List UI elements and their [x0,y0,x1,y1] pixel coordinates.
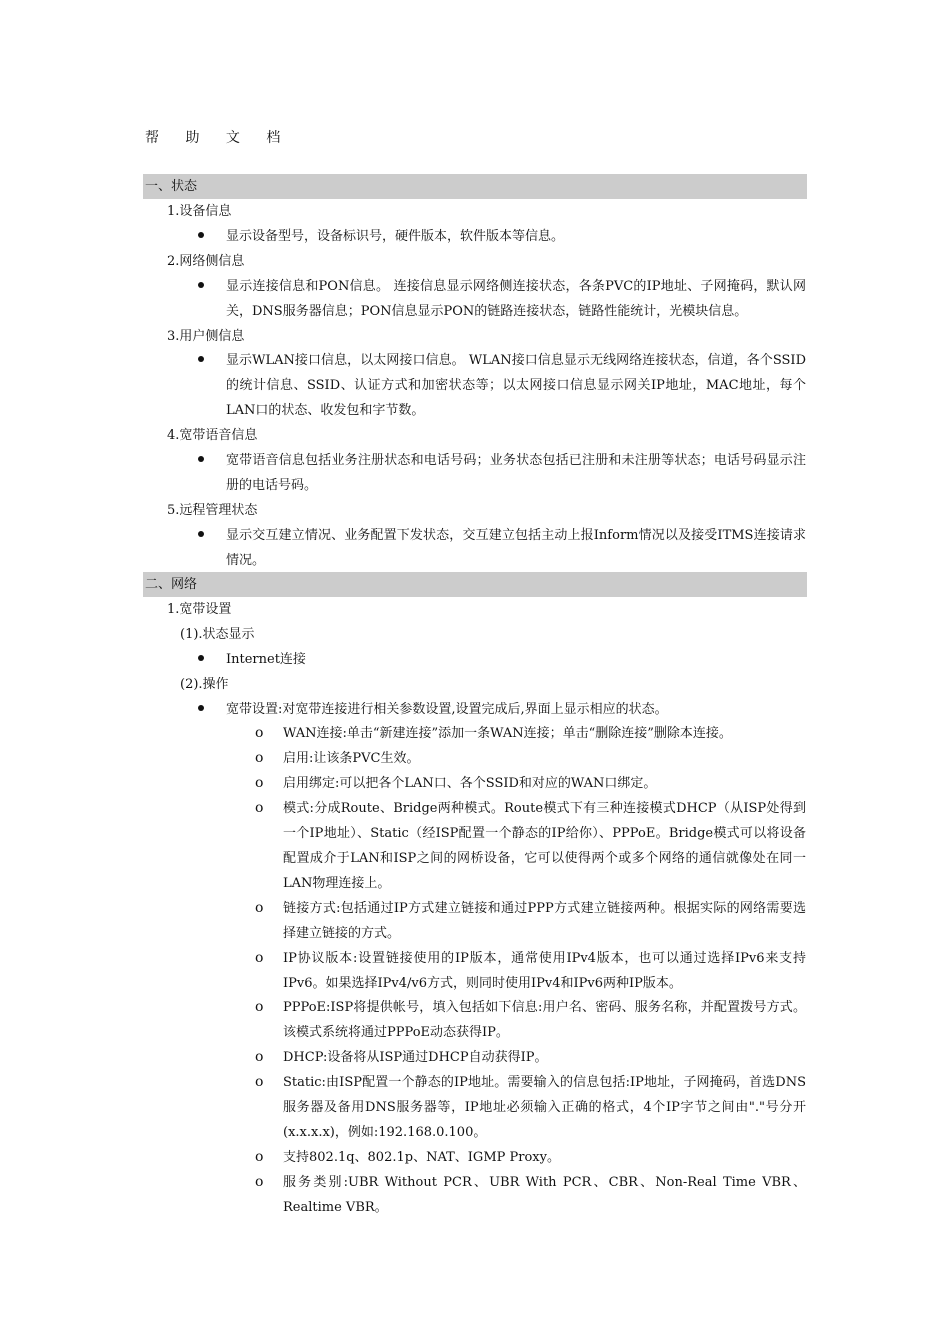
bullet-dot [198,456,204,462]
circle-bullet: o [255,750,264,766]
document-title: 帮 助 文 档 [145,130,292,146]
sub-item-dhcp: DHCP:设备将从ISP通过DHCP自动获得IP。 [283,1050,548,1065]
item-text-user-info: 显示WLAN接口信息，以太网接口信息。 WLAN接口信息显示无线网络连接状态，信道，各个SSID的统计信息、SSID、认证方式和加密状态等；以太网接口信息显示网关IP地址，MAC地址，每个LAN口的状态、收发包和字节数。 [226,353,806,418]
sub-item-wan-connection: WAN连接:单击“新建连接”添加一条WAN连接；单击“删除连接”删除本连接。 [283,726,732,741]
item-label-broadband-settings: 1.宽带设置 [167,602,232,617]
sub-item-mode: 模式:分成Route、Bridge两种模式。Route模式下有三种连接模式DHCP（从ISP处得到一个IP地址）、Static（经ISP配置一个静态的IP给你）、PPPoE。Bridge模式可以将设备配置成介于LAN和ISP之间的网桥设备，它可以使得两个或多个网络的通信就像处在同一LAN物理连接上。 [283,801,806,891]
sub-item-link-method: 链接方式:包括通过IP方式建立链接和通过PPP方式建立链接两种。根据实际的网络需要选择建立链接的方式。 [283,901,806,941]
bullet-dot [198,356,204,362]
sub-item-enable-binding: 启用绑定:可以把各个LAN口、各个SSID和对应的WAN口绑定。 [283,776,657,791]
circle-bullet: o [255,950,264,966]
sub-item-service-class: 服务类别:UBR Without PCR、UBR With PCR、CBR、Non-Real Time VBR、Realtime VBR。 [283,1175,806,1215]
sub-item-static: Static:由ISP配置一个静态的IP地址。需要输入的信息包括:IP地址，子网掩码，首选DNS服务器及备用DNS服务器等，IP地址必须输入正确的格式，4个IP字节之间由"."号分开(x.x.x.x)，例如:192.168.0.100。 [283,1075,806,1140]
circle-bullet: o [255,725,264,741]
circle-bullet: o [255,1049,264,1065]
circle-bullet: o [255,1074,264,1090]
item-text-device-info: 显示设备型号，设备标识号，硬件版本，软件版本等信息。 [226,229,565,244]
circle-bullet: o [255,1149,264,1165]
circle-bullet: o [255,1174,264,1190]
sub-item-pppoe: PPPoE:ISP将提供帐号，填入包括如下信息:用户名、密码、服务名称，并配置拨号方式。该模式系统将通过PPPoE动态获得IP。 [283,1000,806,1040]
sub-label-status-display: (1).状态显示 [180,627,255,642]
item-text-network-info: 显示连接信息和PON信息。 连接信息显示网络侧连接状态，各条PVC的IP地址、子网掩码，默认网关，DNS服务器信息；PON信息显示PON的链路连接状态，链路性能统计，光模块信息。 [226,279,806,319]
item-label-network-info: 2.网络侧信息 [167,254,245,269]
status-bullet-text: Internet连接 [226,652,306,667]
section-heading-status: 一、状态 [143,174,807,199]
sub-item-ip-version: IP协议版本:设置链接使用的IP版本，通常使用IPv4版本，也可以通过选择IPv6来支持IPv6。如果选择IPv4/v6方式，则同时使用IPv4和IPv6两种IP版本。 [283,951,806,991]
item-label-device-info: 1.设备信息 [167,204,232,219]
item-text-remote-mgmt: 显示交互建立情况、业务配置下发状态，交互建立包括主动上报Inform情况以及接受ITMS连接请求情况。 [226,528,806,568]
sub-label-operation: (2).操作 [180,677,229,692]
sub-item-enable: 启用:让该条PVC生效。 [283,751,420,766]
bullet-dot [198,282,204,288]
item-text-voice-info: 宽带语音信息包括业务注册状态和电话号码；业务状态包括已注册和未注册等状态；电话号码显示注册的电话号码。 [226,453,806,493]
circle-bullet: o [255,800,264,816]
circle-bullet: o [255,999,264,1015]
bullet-dot [198,531,204,537]
bullet-dot [198,655,204,661]
bullet-dot [198,705,204,711]
section-heading-network: 二、网络 [143,572,807,597]
bullet-dot [198,232,204,238]
item-label-user-info: 3.用户侧信息 [167,329,245,344]
item-label-remote-mgmt: 5.远程管理状态 [167,503,258,518]
circle-bullet: o [255,900,264,916]
circle-bullet: o [255,775,264,791]
item-label-voice-info: 4.宽带语音信息 [167,428,258,443]
sub-item-protocols: 支持802.1q、802.1p、NAT、IGMP Proxy。 [283,1150,560,1165]
operation-bullet-text: 宽带设置:对宽带连接进行相关参数设置,设置完成后,界面上显示相应的状态。 [226,702,668,717]
